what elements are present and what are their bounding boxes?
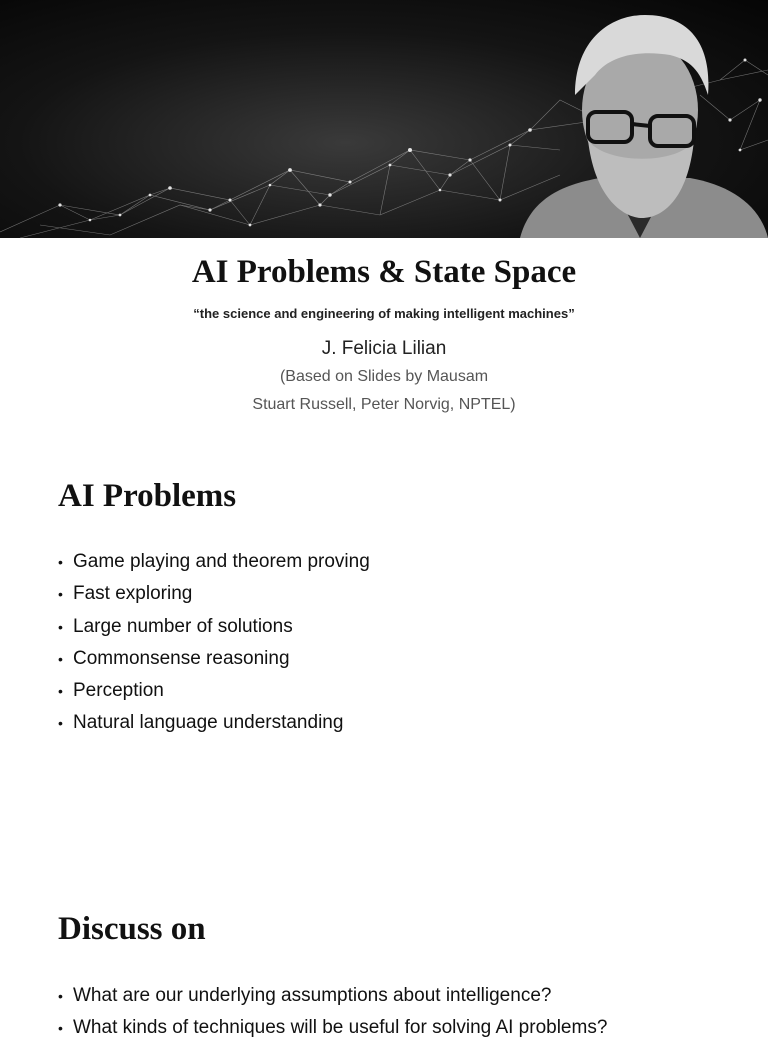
discuss-list xyxy=(58,980,607,1045)
list-item: • Large number of solutions xyxy=(58,611,370,643)
portrait-photo xyxy=(520,15,768,238)
bullet-icon: • xyxy=(58,1020,63,1037)
bullet-icon: • xyxy=(58,683,63,700)
slide-heading-ai-problems: AI Problems xyxy=(58,478,237,514)
bullet-icon: • xyxy=(58,650,63,667)
list-item: • Perception xyxy=(58,675,370,707)
list-item: • What are our underlying assumptions about intelligence? xyxy=(58,980,607,1012)
title-slide xyxy=(0,238,768,438)
bullet-icon: • xyxy=(58,618,63,635)
header-banner-image xyxy=(0,0,768,238)
network-graphic xyxy=(0,0,768,238)
credit-line-1: (Based on Slides by Mausam xyxy=(279,368,489,385)
list-item: • Commonsense reasoning xyxy=(58,643,370,675)
list-item: • Natural language understanding xyxy=(58,707,370,739)
bullet-icon: • xyxy=(58,554,63,570)
bullet-icon: • xyxy=(58,586,63,603)
list-item: • What kinds of techniques will be useful for solving AI problems? xyxy=(58,1012,607,1044)
slide-heading-discuss-on: Discuss on xyxy=(58,911,206,947)
list-item: • Game playing and theorem proving xyxy=(58,546,370,578)
author-name: J. Felicia Lilian xyxy=(321,338,447,359)
bullet-icon: • xyxy=(58,715,63,732)
presentation-title: AI Problems & State Space xyxy=(191,254,577,290)
ai-problems-list xyxy=(58,546,370,740)
bullet-icon: • xyxy=(58,988,63,1004)
list-item: • Fast exploring xyxy=(58,578,370,610)
tagline: “the science and engineering of making intelligent machines” xyxy=(193,306,575,321)
credit-line-2: Stuart Russell, Peter Norvig, NPTEL) xyxy=(252,396,516,413)
